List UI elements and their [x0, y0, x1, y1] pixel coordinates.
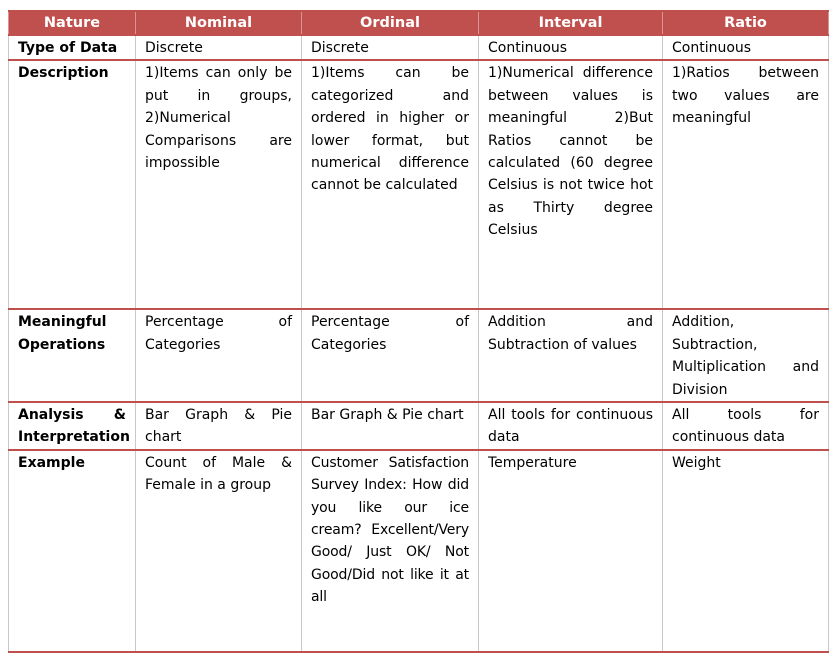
row-label-description: Description: [9, 60, 136, 309]
cell-operations-nominal: Percentage of Categories: [136, 309, 302, 402]
cell-analysis-ratio: All tools for continuous data: [663, 402, 829, 450]
row-description: [9, 60, 829, 309]
header-ratio: Ratio: [663, 11, 829, 35]
row-analysis-interpretation: [9, 402, 829, 450]
cell-operations-ratio: Addition, Subtraction, Multiplication and Division: [663, 309, 829, 402]
cell-type-ratio: Continuous: [663, 35, 829, 60]
cell-analysis-interval: All tools for continuous data: [479, 402, 663, 450]
data-types-table: [8, 10, 829, 653]
row-label-meaningful-operations: Meaningful Operations: [9, 309, 136, 402]
header-row: [9, 11, 829, 35]
header-ordinal: Ordinal: [302, 11, 479, 35]
row-example: [9, 450, 829, 652]
cell-description-ordinal: 1)Items can be categorized and ordered in higher or lower format, but numerical difference cannot be calculated: [302, 60, 479, 309]
cell-description-ratio: 1)Ratios between two values are meaningful: [663, 60, 829, 309]
cell-operations-ordinal: Percentage of Categories: [302, 309, 479, 402]
cell-example-nominal: Count of Male & Female in a group: [136, 450, 302, 652]
cell-example-interval: Temperature: [479, 450, 663, 652]
cell-example-ratio: Weight: [663, 450, 829, 652]
cell-analysis-ordinal: Bar Graph & Pie chart: [302, 402, 479, 450]
header-interval: Interval: [479, 11, 663, 35]
cell-description-interval: 1)Numerical difference between values is meaningful 2)But Ratios cannot be calculated (60 degree Celsius is not twice hot as Thirty degree Celsius: [479, 60, 663, 309]
cell-type-interval: Continuous: [479, 35, 663, 60]
row-label-type-of-data: Type of Data: [9, 35, 136, 60]
header-nominal: Nominal: [136, 11, 302, 35]
header-nature: Nature: [9, 11, 136, 35]
cell-description-nominal: 1)Items can only be put in groups, 2)Numerical Comparisons are impossible: [136, 60, 302, 309]
cell-example-ordinal: Customer Satisfaction Survey Index: How did you like our ice cream? Excellent/Very Good/ Just OK/ Not Good/Did not like it at all: [302, 450, 479, 652]
cell-operations-interval: Addition and Subtraction of values: [479, 309, 663, 402]
row-label-analysis-interpretation: Analysis & Interpretation: [9, 402, 136, 450]
cell-type-ordinal: Discrete: [302, 35, 479, 60]
row-label-example: Example: [9, 450, 136, 652]
row-type-of-data: [9, 35, 829, 60]
cell-type-nominal: Discrete: [136, 35, 302, 60]
cell-analysis-nominal: Bar Graph & Pie chart: [136, 402, 302, 450]
row-meaningful-operations: [9, 309, 829, 402]
